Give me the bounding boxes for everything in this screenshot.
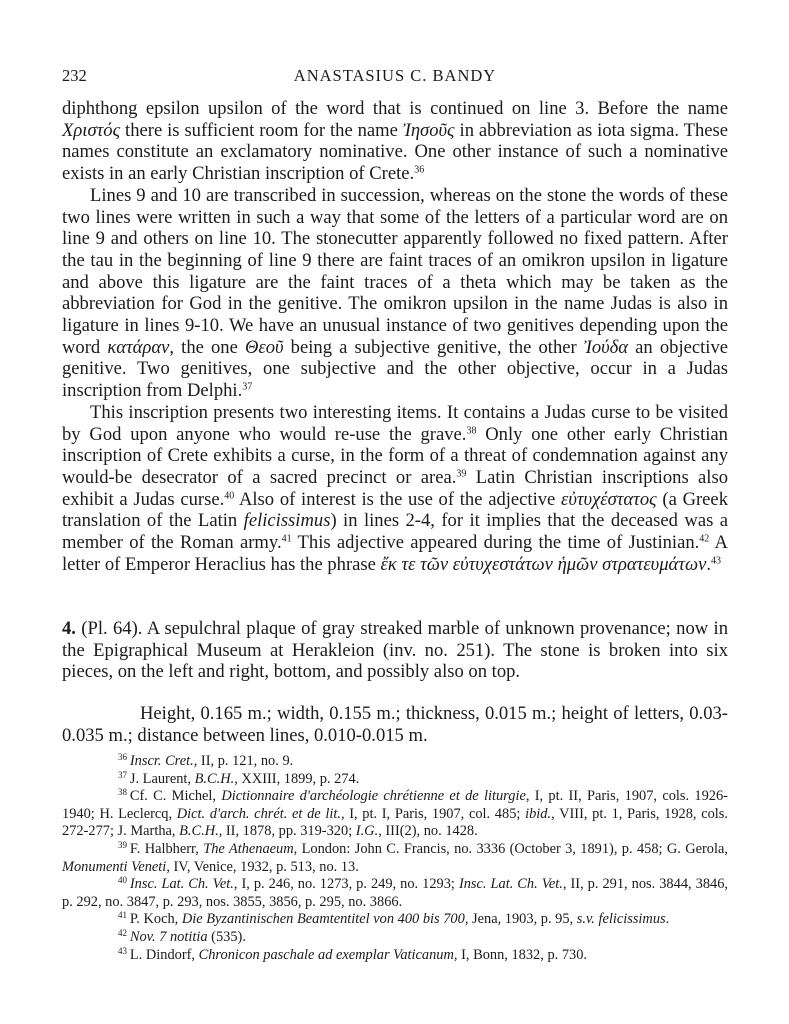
paragraph: [62, 402, 728, 576]
footnote: 38 Cf. C. Michel, Dictionnaire d'archéologie chrétienne et de liturgie, I, pt. II, Paris, 1907, cols. 1926-1940; H. Leclercq, Dict. d'arch. chrét. et de lit., I, pt. I, Paris, 1907, col. 485; ibid., VIII, pt. 1, Paris, 1928, cols. 272-277; J. Martha, B.C.H., II, 1878, pp. 319-320; I.G., III(2), no. 1428.: [62, 787, 728, 840]
text-run: Lines 9 and 10 are transcribed in succession, whereas on the stone the words of these two lines were written in such a way that some of the letters of a particular word are on line 9 and others on line 10. The stonecutter apparently followed no fixed pattern. After the tau in the beginning of line 9 there are faint traces of an omikron upsilon in ligature and above this ligature are the faint traces of a theta which may be taken as the abbreviation for God in the genitive. The omikron upsilon in the name Judas is also in ligature in lines 9-10. We have an unusual instance of two genitives depending upon the word: [62, 184, 728, 358]
text-run: Cf. C. Michel,: [129, 788, 222, 805]
text-run: (535).: [207, 928, 246, 945]
entry-description-text: (Pl. 64). A sepulchral plaque of gray streaked marble of unknown provenance; now in the Epigraphical Museum at Herakleion (inv. no. 251). The stone is broken into six pieces, on the left and right, bottom, and possibly also on top.: [62, 618, 728, 683]
text-run: , I, pt. I, Paris, 1907, col. 485;: [340, 805, 526, 822]
text-run: , Jena, 1903, p. 95,: [464, 911, 577, 928]
italic-text: κατάραν: [107, 336, 170, 358]
footnote: 39 F. Halbherr, The Athenaeum, London: John C. Francis, no. 3336 (October 3, 1891), p. 458; G. Gerola, Monumenti Veneti, IV, Venice, 1932, p. 513, no. 13.: [62, 840, 728, 875]
italic-text: εὐτυχέστατος: [561, 488, 657, 510]
italic-text: I.G.: [355, 823, 379, 840]
italic-text: ibid.: [525, 805, 552, 822]
text-run: in abbreviation as iota sigma. These names constitute an exclamatory nominative. One other instance of such a nominative exists in an early Christian inscription of Crete.: [62, 119, 729, 185]
footnote: 41 P. Koch, Die Byzantinischen Beamtentitel von 400 bis 700, Jena, 1903, p. 95, s.v. felicissimus.: [118, 910, 670, 928]
page-header: [62, 66, 728, 88]
footnote-ref: 40: [224, 490, 235, 502]
italic-text: Χριστός: [62, 119, 121, 141]
text-run: , II, p. 121, no. 9.: [193, 753, 294, 769]
italic-text: Insc. Lat. Ch. Vet.: [129, 876, 234, 893]
text-run: J. Laurent,: [129, 770, 195, 787]
paragraph: [62, 185, 728, 402]
entry-description: [62, 618, 728, 683]
text-run: This adjective appeared during the time of Justinian.: [291, 532, 700, 554]
page-number: 232: [62, 66, 87, 85]
text-run: , I, Bonn, 1832, p. 730.: [453, 946, 588, 963]
entry-dimensions: Height, 0.165 m.; width, 0.155 m.; thickness, 0.015 m.; height of letters, 0.03-0.035 m.; distance between lines, 0.010-0.015 m.: [62, 703, 728, 746]
italic-text: Θεοῦ: [244, 336, 284, 358]
text-run: F. Halbherr,: [129, 840, 204, 857]
footnote-ref: 43: [710, 555, 721, 567]
text-run: (a Greek translation of the Latin: [62, 488, 728, 532]
italic-text: Inscr. Cret.: [129, 753, 194, 769]
text-run: , IV, Venice, 1932, p. 513, no. 13.: [166, 858, 359, 875]
italic-text: The Athenaeum: [203, 840, 294, 857]
italic-text: Chronicon paschale ad exemplar Vaticanum: [198, 946, 454, 963]
footnote-ref: 39: [456, 468, 467, 480]
italic-text: Insc. Lat. Ch. Vet.: [458, 876, 563, 893]
footnote-ref: 41: [281, 533, 292, 545]
italic-text: B.C.H.: [194, 770, 235, 787]
footnote: 42 Nov. 7 notitia (535).: [118, 928, 246, 945]
footnote: 37 J. Laurent, B.C.H., XXIII, 1899, p. 274.: [118, 769, 360, 787]
footnote: 40 Insc. Lat. Ch. Vet., I, p. 246, no. 1273, p. 249, no. 1293; Insc. Lat. Ch. Vet., II, p. 291, nos. 3844, 3846, p. 292, no. 3847, p. 293, nos. 3855, 3856, p. 295, no. 3866.: [62, 875, 728, 910]
text-run: A letter of Emperor Heraclius has the phrase: [62, 532, 728, 575]
text-run: Also of interest is the use of the adjective: [234, 488, 562, 510]
text-run: L. Dindorf,: [129, 946, 199, 963]
italic-text: Die Byzantinischen Beamtentitel von 400 bis 700: [181, 911, 465, 928]
text-run: , XXIII, 1899, p. 274.: [234, 770, 360, 787]
text-run: , I, pt. II, Paris, 1907, cols. 1926-1940; H. Leclercq,: [62, 788, 728, 822]
text-run: Only one other early Christian inscription of Crete exhibits a curse, in the form of a threat of condemnation against any would-be desecrator of a sacred precinct or area.: [62, 423, 728, 488]
text-run: , VIII, pt. 1, Paris, 1928, cols. 272-277; J. Martha,: [62, 805, 728, 840]
text-run: ) in lines 2-4, for it implies that the deceased was a member of the Roman army.: [62, 510, 728, 554]
text-run: Latin Christian inscriptions also exhibit a Judas curse.: [62, 466, 728, 510]
body-text: [62, 98, 728, 575]
footnotes: [62, 753, 728, 964]
footnote-ref: 38: [466, 425, 477, 437]
footnote-ref: 36: [414, 164, 425, 176]
footnote: 36 Inscr. Cret., II, p. 121, no. 9.: [118, 752, 294, 769]
text-run: diphthong epsilon upsilon of the word that is continued on line 3. Before the name: [62, 98, 728, 119]
text-run: , II, 1878, pp. 319-320;: [218, 823, 356, 840]
italic-text: felicissimus: [243, 510, 331, 532]
text-run: , III(2), no. 1428.: [378, 823, 478, 840]
text-run: P. Koch,: [129, 911, 182, 928]
catalogue-entry: [62, 618, 728, 747]
footnote-ref: 37: [242, 381, 253, 393]
text-run: This inscription presents two interesting items. It contains a Judas curse to be visited by God upon anyone who would re-use the grave.: [62, 401, 728, 445]
italic-text: ἔκ τε τῶν εὐτυχεστάτων ἡμῶν στρατευμάτων: [380, 553, 707, 575]
text-run: , II, p. 291, nos. 3844, 3846, p. 292, no. 3847, p. 293, nos. 3855, 3856, p. 295, no. 3866.: [62, 876, 728, 910]
italic-text: Ἰούδα: [583, 336, 629, 358]
text-run: there is sufficient room for the name: [120, 119, 403, 141]
italic-text: Dict. d'arch. chrét. et de lit.: [176, 805, 341, 822]
text-run: , London: John C. Francis, no. 3336 (October 3, 1891), p. 458; G. Gerola,: [293, 840, 728, 857]
entry-number: 4.: [62, 618, 76, 639]
italic-text: B.C.H.: [179, 823, 219, 840]
text-run: , I, p. 246, no. 1273, p. 249, no. 1293;: [233, 876, 459, 893]
italic-text: Monumenti Veneti: [62, 858, 167, 875]
text-run: .: [706, 553, 711, 575]
italic-text: Ἰησοῦς: [402, 119, 455, 141]
paragraph: [62, 98, 728, 185]
italic-text: Nov. 7 notitia: [129, 928, 208, 945]
text-run: an objective genitive. Two genitives, one subjective and the other objective, occur in a Judas inscription from Delphi.: [62, 336, 728, 402]
italic-text: s.v. felicissimus: [576, 911, 666, 928]
footnote: 43 L. Dindorf, Chronicon paschale ad exemplar Vaticanum, I, Bonn, 1832, p. 730.: [118, 945, 588, 963]
footnote-ref: 42: [699, 533, 710, 545]
italic-text: Dictionnaire d'archéologie chrétienne et de liturgie: [221, 788, 526, 805]
running-head: ANASTASIUS C. BANDY: [293, 66, 497, 85]
text-run: .: [665, 911, 670, 928]
text-run: , the one: [169, 336, 245, 358]
text-run: being a subjective genitive, the other: [283, 336, 584, 358]
